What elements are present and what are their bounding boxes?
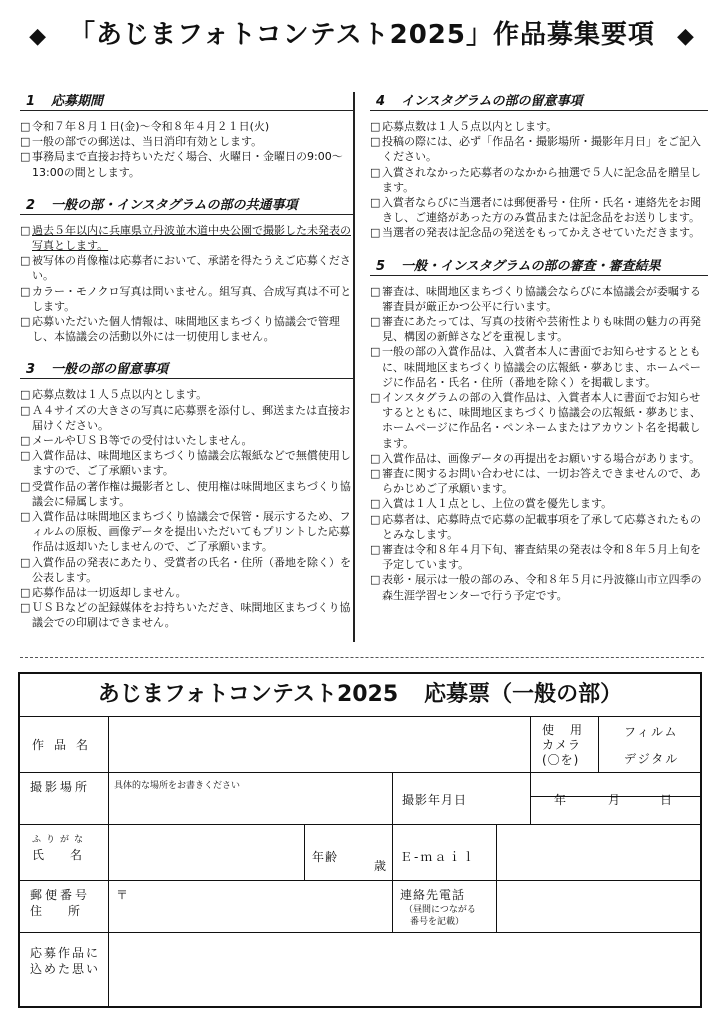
- phone-note: 番号を記載）: [410, 917, 465, 927]
- work-title-label: 作品名: [32, 738, 99, 752]
- section-judging: [370, 255, 708, 603]
- camera-label: (〇を): [542, 753, 580, 767]
- checkbox-icon: □: [20, 150, 31, 164]
- row-divider: [20, 772, 700, 773]
- age-unit: 歳: [373, 859, 386, 873]
- col-divider: [530, 772, 531, 824]
- date-month-label: 月: [608, 793, 621, 807]
- checkbox-icon: □: [370, 497, 381, 511]
- list-item: □ 入賞作品は味間地区まちづくり協議会で保管・展示するため、フィルムの原板、画像データを提出いただいてもプリントした応募作品は返却いたしませんので、ご了承願います。: [20, 510, 351, 554]
- list-item: □ 令和７年８月１日(金)～令和８年４月２１日(火): [20, 120, 270, 133]
- checkbox-icon: □: [20, 284, 31, 298]
- checkbox-icon: □: [20, 555, 31, 569]
- checkbox-icon: □: [370, 284, 381, 298]
- list-item: □ 審査に関するお問い合わせには、一切お答えできませんので、あらかじめご了承願います。: [370, 467, 701, 496]
- list-item: □ 入賞されなかった応募者のなかから抽選で５人に記念品を贈呈します。: [370, 165, 701, 194]
- checkbox-icon: □: [370, 543, 381, 557]
- list-item: □ 審査は、味間地区まちづくり協議会ならびに本協議会が委嘱する審査員が厳正かつ公平に行います。: [370, 284, 701, 313]
- right-column: [370, 90, 708, 617]
- section-heading: 5 一般・インスタグラムの部の審査・審査結果: [370, 255, 708, 276]
- list-item: □ 入賞作品は、味間地区まちづくり協議会広報紙などで無償使用しますので、ご了承願います。: [20, 449, 351, 478]
- list-item: □ 審査にあたっては、写真の技術や芸術性よりも味間の魅力の再発見、構図の新鮮さなどを重視します。: [370, 315, 701, 344]
- thoughts-field[interactable]: [110, 934, 700, 1004]
- list-item: □ 被写体の肖像権は応募者において、承諾を得たうえご応募ください。: [20, 254, 351, 283]
- camera-option-film[interactable]: フィルム: [624, 725, 679, 739]
- checkbox-icon: □: [370, 451, 381, 465]
- list-item: □ 投稿の際には、必ず「作品名・撮影場所・撮影年月日」をご記入ください。: [370, 135, 701, 164]
- list-item: □ ＵＳＢなどの記録媒体をお持ちいただき、味間地区まちづくり協議会での印刷はできません。: [20, 601, 351, 630]
- thoughts-label: 応募作品に: [30, 946, 101, 960]
- checkbox-icon: □: [370, 135, 381, 149]
- checkbox-icon: □: [20, 388, 31, 402]
- email-label: Ｅ-ｍａｉｌ: [400, 850, 477, 864]
- list-item: □ 入賞は１人１点とし、上位の賞を優先します。: [370, 497, 613, 511]
- location-label: 撮影場所: [30, 780, 91, 794]
- furigana-label: ふりがな: [32, 835, 89, 845]
- name-field[interactable]: [110, 826, 302, 878]
- list-item: □ 応募点数は１人５点以内とします。: [370, 120, 558, 133]
- diamond-icon: ◆: [676, 24, 695, 49]
- checkbox-icon: □: [370, 467, 381, 481]
- list-item: □ 審査は令和８年４月下旬、審査結果の発表は令和８年５月上旬を予定しています。: [370, 543, 701, 572]
- checkbox-icon: □: [370, 391, 381, 405]
- checkbox-icon: □: [20, 449, 31, 463]
- checkbox-icon: □: [370, 120, 381, 133]
- work-title-field[interactable]: [110, 718, 528, 770]
- list-item: □ 応募者は、応募時点で応募の記載事項を了承して応募されたものとみなします。: [370, 512, 701, 541]
- list-item: □ 入賞作品の発表にあたり、受賞者の氏名・住所（番地を除く）を公表します。: [20, 555, 351, 584]
- checkbox-icon: □: [20, 601, 31, 615]
- page-title: [0, 14, 724, 51]
- age-label: 年齢: [312, 850, 339, 864]
- phone-field[interactable]: [498, 882, 700, 930]
- camera-label: カメラ: [542, 738, 582, 752]
- checkbox-icon: □: [20, 510, 31, 524]
- checkbox-icon: □: [370, 315, 381, 329]
- location-placeholder: 具体的な場所をお書きください: [114, 781, 241, 791]
- col-divider: [108, 716, 109, 1006]
- phone-note: （昼間につながる: [404, 905, 476, 915]
- thoughts-label: 込めた思い: [30, 962, 101, 976]
- checkbox-icon: □: [20, 479, 31, 493]
- left-column: [20, 90, 355, 645]
- list-item: □ 応募作品は一切返却しません。: [20, 586, 187, 600]
- email-field[interactable]: [498, 826, 700, 878]
- title-text: 「あじまフォトコンテスト2025」作品募集要項: [69, 20, 655, 50]
- diamond-icon: ◆: [29, 24, 47, 49]
- camera-label: 使 用: [542, 723, 585, 737]
- checkbox-icon: □: [20, 254, 31, 268]
- checkbox-icon: □: [20, 135, 31, 149]
- list-item: □ 当選者の発表は記念品の発送をもってかえさせていただきます。: [370, 226, 701, 240]
- date-field[interactable]: [532, 774, 700, 822]
- checkbox-icon: □: [370, 512, 381, 526]
- form-title: あじまフォトコンテスト2025 応募票（一般の部）: [20, 674, 700, 717]
- row-divider: [20, 932, 700, 933]
- checkbox-icon: □: [370, 226, 381, 240]
- col-divider: [392, 824, 393, 932]
- cut-line: [20, 657, 704, 658]
- section-heading: 3 一般の部の留意事項: [20, 358, 355, 379]
- checkbox-icon: □: [20, 120, 31, 133]
- checkbox-icon: □: [20, 434, 31, 448]
- age-field[interactable]: [350, 826, 390, 878]
- list-item: □ 受賞作品の著作権は撮影者とし、使用権は味間地区まちづくり協議会に帰属します。: [20, 479, 351, 508]
- date-label: 撮影年月日: [402, 793, 468, 807]
- list-item: □ Ａ４サイズの大きさの写真に応募票を添付し、郵送または直接お届けください。: [20, 403, 351, 432]
- checkbox-icon: □: [370, 573, 381, 587]
- col-divider: [598, 716, 599, 772]
- list-item: □ カラー・モノクロ写真は問いません。組写真、合成写真は不可とします。: [20, 284, 352, 313]
- list-item: □ 過去５年以内に兵庫県立丹波並木道中央公園で撮影した未発表の写真とします。: [20, 223, 351, 253]
- col-divider: [392, 772, 393, 824]
- list-item: □ メールやＵＳＢ等での受付はいたしません。: [20, 434, 253, 448]
- list-item: □ 表彰・展示は一般の部のみ、令和８年５月に丹波篠山市立四季の森生涯学習センターで行う予定です。: [370, 573, 702, 602]
- section-application-period: [20, 90, 355, 180]
- postal-label: 郵便番号: [30, 888, 91, 902]
- list-item: □ 一般の部の入賞作品は、入賞者本人に書面でお知らせするとともに、味間地区まちづくり協議会の広報紙・夢あじま、ホームページに作品名・氏名・住所（番地を除く）を掲載します。: [370, 345, 701, 389]
- row-divider: [20, 880, 700, 881]
- list-item: □ 応募いただいた個人情報は、味間地区まちづくり協議会で管理し、本協議会の活動以外には一切使用しません。: [20, 315, 340, 344]
- section-heading: 1 応募期間: [20, 90, 355, 111]
- checkbox-icon: □: [370, 165, 381, 179]
- checkbox-icon: □: [20, 403, 31, 417]
- list-item: □ 一般の部での郵送は、当日消印有効とします。: [20, 135, 263, 149]
- name-label: 氏名: [32, 848, 109, 862]
- application-form: [18, 672, 702, 1008]
- checkbox-icon: □: [20, 223, 31, 237]
- address-label: 住所: [30, 904, 107, 918]
- list-item: □ 事務局まで直接お持ちいただく場合、火曜日・金曜日の9:00～13:00の間とします。: [20, 150, 343, 179]
- location-field[interactable]: [110, 774, 390, 822]
- section-heading: 2 一般の部・インスタグラムの部の共通事項: [20, 194, 355, 215]
- checkbox-icon: □: [20, 315, 31, 329]
- date-day-label: 日: [660, 793, 673, 807]
- date-year-label: 年: [554, 793, 567, 807]
- col-divider: [496, 824, 497, 932]
- list-item: □ 入賞者ならびに当選者には郵便番号・住所・氏名・連絡先をお聞きし、ご連絡があった方のみ賞品または記念品をお送りします。: [370, 196, 701, 225]
- col-divider: [530, 716, 531, 772]
- section-common-rules: [20, 194, 355, 345]
- checkbox-icon: □: [370, 196, 381, 210]
- section-general-notes: [20, 358, 355, 630]
- camera-option-digital[interactable]: デジタル: [624, 752, 680, 766]
- checkbox-icon: □: [20, 586, 31, 600]
- row-divider: [20, 824, 700, 825]
- col-divider: [304, 824, 305, 880]
- section-heading: 4 インスタグラムの部の留意事項: [370, 90, 708, 111]
- phone-label: 連絡先電話: [400, 888, 466, 902]
- postal-mark: 〒: [116, 888, 129, 902]
- list-item: □ 入賞作品は、画像データの再提出をお願いする場合があります。: [370, 451, 701, 465]
- address-field[interactable]: [110, 882, 390, 930]
- list-item: □ 応募点数は１人５点以内とします。: [20, 388, 208, 402]
- section-instagram-notes: [370, 90, 708, 241]
- checkbox-icon: □: [370, 345, 381, 359]
- list-item: □ インスタグラムの部の入賞作品は、入賞者本人に書面でお知らせするとともに、味間地区まちづくり協議会の広報紙・夢あじま、ホームページに作品名・ペンネームまたはアカウント名を掲載します。: [370, 391, 701, 450]
